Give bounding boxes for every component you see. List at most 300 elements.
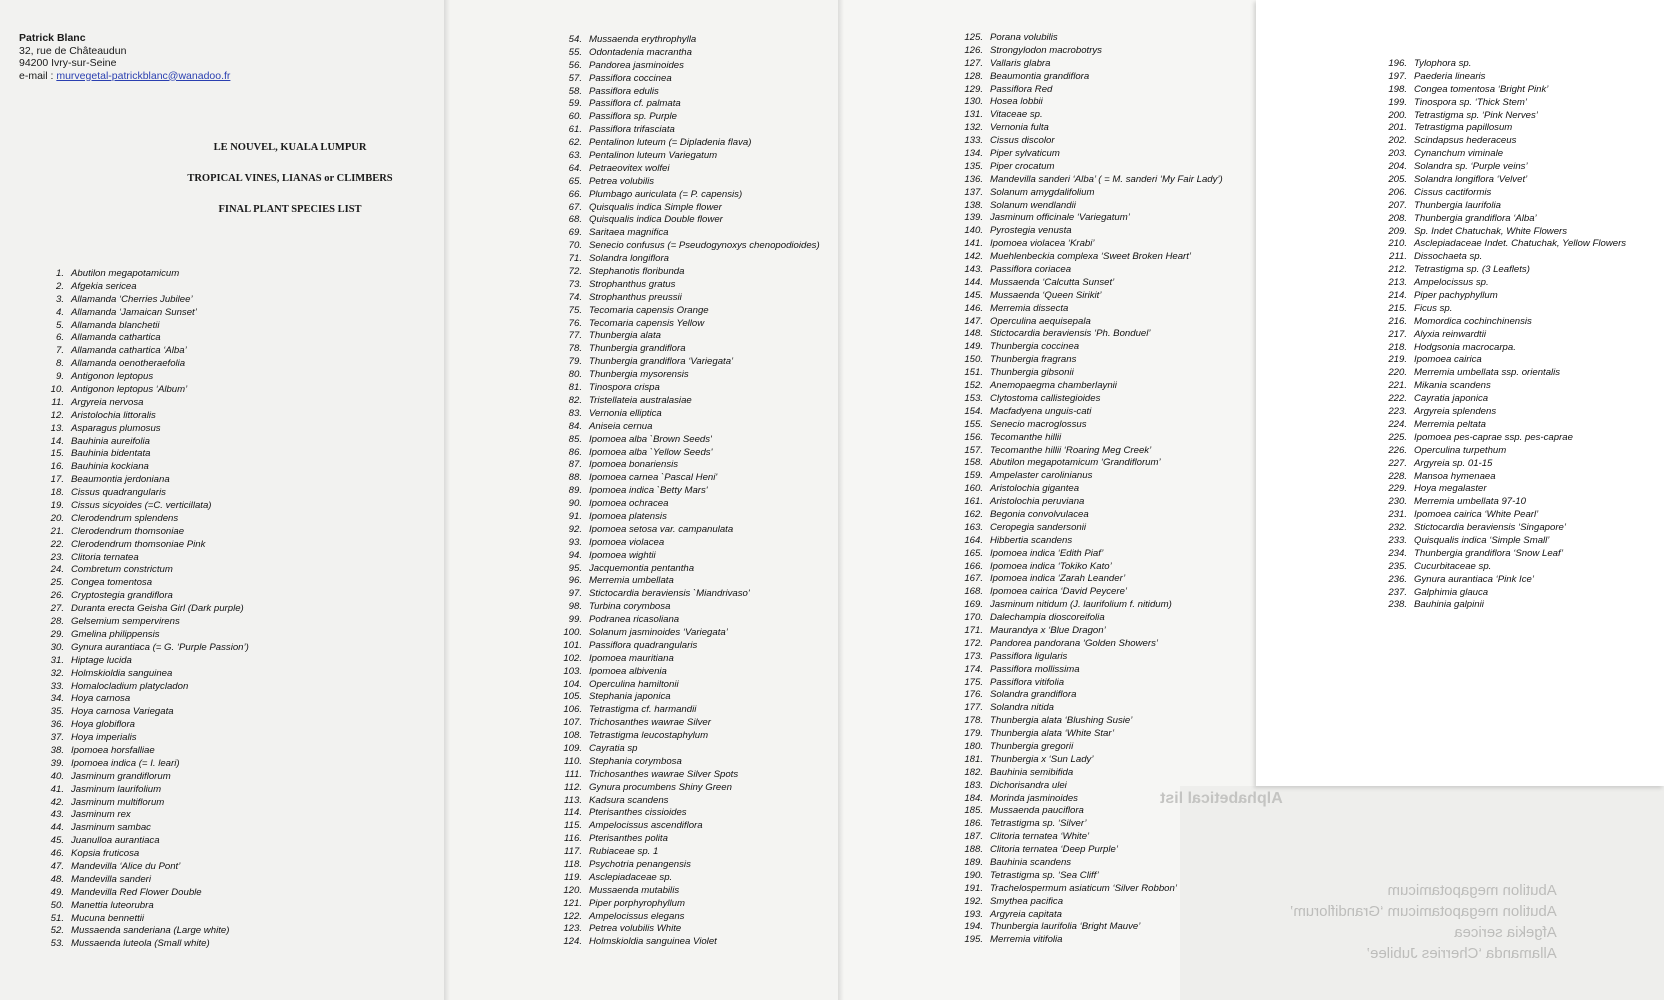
species-name: Cynanchum viminale: [1414, 148, 1504, 160]
species-name: Solandra nitida: [990, 702, 1055, 714]
item-number: 6.: [55, 332, 64, 344]
list-item: [560, 511, 820, 524]
item-number: 220.: [1388, 367, 1407, 379]
list-item: [958, 599, 1223, 612]
species-name: Holmskioldia sanguinea Violet: [589, 936, 717, 948]
list-item: [44, 874, 249, 887]
list-item: [1382, 200, 1626, 213]
species-name: Petraeovitex wolfei: [589, 162, 670, 174]
item-number: 45.: [50, 835, 64, 847]
item-number: 179.: [964, 728, 983, 740]
list-item: [958, 689, 1223, 702]
list-item: [560, 807, 820, 820]
species-name: Mansoa hymenaea: [1414, 470, 1496, 482]
list-item: [560, 343, 820, 356]
species-name: Mandevilla sanderi: [71, 873, 151, 885]
species-name: Merremia umbellata 97-10: [1414, 496, 1526, 508]
item-number: 60.: [568, 111, 582, 123]
list-item: [560, 730, 820, 743]
list-item: [1382, 135, 1626, 148]
item-number: 178.: [964, 715, 983, 727]
species-name: Ampelocissus sp.: [1414, 277, 1489, 289]
species-name: Tecomanthe hillii ‘Roaring Meg Creek’: [990, 444, 1152, 456]
list-item: [560, 202, 820, 215]
species-name: Congea tomentosa ‘Bright Pink’: [1414, 83, 1549, 95]
item-number: 207.: [1388, 199, 1407, 211]
item-number: 206.: [1388, 186, 1407, 198]
item-number: 107.: [563, 717, 582, 729]
item-number: 211.: [1389, 251, 1407, 263]
item-number: 133.: [964, 135, 983, 147]
item-number: 50.: [50, 899, 64, 911]
item-number: 25.: [50, 577, 64, 589]
list-item: [958, 122, 1223, 135]
list-item: [44, 835, 249, 848]
species-name: Passiflora trifasciata: [589, 124, 675, 136]
item-number: 238.: [1388, 599, 1407, 611]
species-name: Gmelina philippensis: [71, 628, 160, 640]
list-item: [560, 537, 820, 550]
species-name: Trichosanthes wawrae Silver Spots: [589, 768, 739, 780]
list-item: [958, 225, 1223, 238]
list-item: [560, 704, 820, 717]
list-item: [560, 885, 820, 898]
item-number: 195.: [964, 934, 983, 946]
list-item: [958, 522, 1223, 535]
species-name: Hoya globiflora: [71, 719, 135, 731]
list-item: [958, 483, 1223, 496]
list-item: [560, 691, 820, 704]
list-item: [958, 715, 1223, 728]
item-number: 172.: [964, 637, 983, 649]
species-name: Tinospora sp. ‘Thick Stem’: [1414, 96, 1527, 108]
species-name: Hosea lobbii: [990, 96, 1043, 108]
species-name: Clerodendrum thomsoniae: [71, 525, 185, 537]
species-name: Beaumontia grandiflora: [990, 70, 1090, 82]
list-item: [958, 238, 1223, 251]
species-name: Thunbergia grandiflora ‘Variegata’: [589, 356, 734, 368]
item-number: 20.: [50, 512, 64, 524]
species-name: Hoya carnosa: [71, 693, 131, 705]
species-name: Asclepiadaceae sp.: [589, 871, 673, 883]
item-number: 237.: [1388, 586, 1407, 598]
species-name: Thunbergia laurifolia: [1414, 199, 1501, 211]
list-item: [44, 642, 249, 655]
list-item: [958, 251, 1223, 264]
item-number: 170.: [964, 612, 983, 624]
item-number: 136.: [964, 173, 983, 185]
item-number: 80.: [568, 369, 582, 381]
species-name: Jasminum rex: [71, 809, 131, 821]
list-item: [958, 109, 1223, 122]
species-name: Gynura aurantiaca ‘Pink Ice’: [1414, 573, 1534, 585]
list-item: [560, 756, 820, 769]
item-number: 96.: [568, 575, 582, 587]
item-number: 194.: [964, 921, 983, 933]
species-name: Quisqualis indica Double flower: [589, 214, 723, 226]
list-item: [560, 47, 820, 60]
item-number: 82.: [568, 394, 582, 406]
species-name: Jasminum grandiflorum: [71, 770, 171, 782]
email-link[interactable]: murvegetal-patrickblanc@wanadoo.fr: [56, 69, 231, 82]
item-number: 129.: [964, 83, 983, 95]
species-name: Strophanthus gratus: [589, 278, 676, 290]
list-item: [958, 921, 1223, 934]
list-title: FINAL PLANT SPECIES LIST: [218, 204, 362, 215]
species-list-column-4: [1382, 58, 1626, 612]
list-item: [958, 187, 1223, 200]
item-number: 102.: [563, 652, 582, 664]
species-name: Jasminum laurifolium: [71, 783, 162, 795]
list-item: [560, 472, 820, 485]
list-item: [44, 500, 249, 513]
item-number: 98.: [568, 601, 582, 613]
species-name: Merremia umbellata ssp. orientalis: [1414, 367, 1561, 379]
item-number: 61.: [568, 124, 582, 136]
list-item: [1382, 316, 1626, 329]
species-name: Mussaenda erythrophylla: [589, 34, 697, 45]
species-name: Thunbergia laurifolia ‘Bright Mauve’: [990, 921, 1141, 933]
list-item: [44, 655, 249, 668]
item-number: 47.: [50, 860, 64, 872]
item-number: 233.: [1388, 534, 1407, 546]
list-item: [560, 434, 820, 447]
list-item: [1382, 483, 1626, 496]
item-number: 36.: [50, 719, 64, 731]
species-name: Merremia peltata: [1414, 418, 1486, 430]
list-item: [560, 60, 820, 73]
species-name: Asparagus plumosus: [71, 422, 161, 434]
species-name: Thunbergia grandiflora ‘Alba’: [1414, 212, 1537, 224]
species-name: Mandevilla Red Flower Double: [71, 886, 202, 898]
species-name: Anemopaegma chamberlaynii: [990, 380, 1117, 392]
list-item: [1382, 277, 1626, 290]
item-number: 157.: [964, 444, 983, 456]
species-name: Mikania scandens: [1414, 380, 1491, 392]
species-name: Hiptage lucida: [71, 654, 132, 666]
species-name: Ipomoea bonariensis: [589, 459, 679, 471]
item-number: 52.: [50, 925, 64, 937]
item-number: 66.: [568, 188, 582, 200]
list-item: [560, 266, 820, 279]
item-number: 138.: [964, 199, 983, 211]
item-number: 221.: [1388, 380, 1407, 392]
item-number: 10.: [50, 384, 64, 396]
list-item: [560, 137, 820, 150]
list-item: [958, 161, 1223, 174]
species-name: Senecio macroglossus: [990, 418, 1087, 430]
list-item: [44, 448, 249, 461]
item-number: 95.: [568, 562, 582, 574]
item-number: 125.: [964, 32, 983, 43]
species-name: Passiflora mollissima: [990, 663, 1080, 675]
list-item: [560, 124, 820, 137]
item-number: 202.: [1388, 135, 1407, 147]
list-item: [560, 485, 820, 498]
species-name: Vernonia fulta: [990, 122, 1049, 134]
sender-header: [19, 32, 230, 82]
species-name: Aniseia cernua: [589, 420, 653, 432]
species-name: Ipomoea ochracea: [589, 498, 669, 510]
species-name: Operculina turpethum: [1414, 444, 1507, 456]
species-name: Juanulloa aurantiaca: [71, 835, 160, 847]
species-name: Pterisanthes cissioides: [589, 807, 687, 819]
item-number: 212.: [1388, 264, 1407, 276]
species-name: Pandorea jasminoides: [589, 59, 684, 71]
species-name: Clytostoma callistegioides: [990, 392, 1101, 404]
showthrough-line: Abutilon megapotamicum: [1387, 882, 1557, 899]
item-number: 97.: [568, 588, 582, 600]
item-number: 49.: [50, 886, 64, 898]
item-number: 31.: [50, 654, 64, 666]
showthrough-line: Abutilon megapotamicum ‘Grandiflorum’: [1290, 903, 1557, 920]
item-number: 17.: [50, 474, 64, 486]
list-item: [1382, 122, 1626, 135]
item-number: 148.: [964, 328, 983, 340]
list-item: [560, 717, 820, 730]
item-number: 63.: [568, 150, 582, 162]
list-item: [958, 393, 1223, 406]
species-name: Clerodendrum thomsoniae Pink: [71, 538, 206, 550]
species-name: Mussaenda mutabilis: [589, 884, 680, 896]
species-name: Bauhinia scandens: [990, 857, 1072, 868]
item-number: 26.: [50, 590, 64, 602]
list-item: [560, 214, 820, 227]
species-name: Thunbergia coccinea: [990, 341, 1080, 353]
item-number: 203.: [1388, 148, 1407, 160]
list-item: [958, 509, 1223, 522]
list-item: [958, 844, 1223, 857]
species-list-column-2: [560, 34, 820, 949]
item-number: 234.: [1388, 547, 1407, 559]
sender-email-line: [19, 70, 230, 83]
list-item: [958, 573, 1223, 586]
item-number: 201.: [1388, 122, 1407, 134]
item-number: 16.: [50, 461, 64, 473]
item-number: 106.: [563, 704, 582, 716]
list-item: [560, 923, 820, 936]
list-item: [560, 679, 820, 692]
list-item: [560, 653, 820, 666]
species-name: Rubiaceae sp. 1: [589, 846, 659, 858]
species-name: Afgekia sericea: [71, 280, 137, 292]
item-number: 140.: [964, 225, 983, 237]
item-number: 124.: [563, 936, 582, 948]
list-item: [1382, 406, 1626, 419]
list-item: [560, 833, 820, 846]
species-name: Combretum constrictum: [71, 564, 173, 576]
item-number: 230.: [1388, 496, 1407, 508]
species-name: Allamanda ‘Cherries Jubilee’: [71, 293, 193, 305]
species-name: Thunbergia alata ‘White Star’: [990, 728, 1115, 740]
item-number: 181.: [964, 753, 983, 765]
species-list-column-3: [958, 32, 1223, 947]
list-item: [44, 577, 249, 590]
item-number: 43.: [50, 809, 64, 821]
species-name: Passiflora cf. palmata: [589, 98, 681, 110]
species-name: Ipomoea indica (= I. leari): [71, 757, 180, 769]
species-name: Ficus sp.: [1414, 302, 1453, 314]
species-name: Cissus quadrangularis: [71, 487, 166, 499]
item-number: 85.: [568, 433, 582, 445]
item-number: 151.: [964, 367, 983, 379]
list-item: [958, 419, 1223, 432]
species-name: Passiflora vitifolia: [990, 676, 1065, 688]
species-name: Operculina aequisepala: [990, 315, 1091, 327]
item-number: 165.: [964, 547, 983, 559]
list-item: [560, 601, 820, 614]
species-name: Ampelocissus elegans: [589, 910, 685, 922]
list-item: [560, 86, 820, 99]
species-name: Aristolochia peruviana: [990, 496, 1085, 508]
species-name: Macfadyena unguis-cati: [990, 405, 1092, 417]
list-item: [560, 111, 820, 124]
species-name: Thunbergia alata: [589, 330, 662, 342]
list-item: [44, 487, 249, 500]
item-number: 11.: [51, 396, 64, 408]
item-number: 164.: [964, 534, 983, 546]
item-number: 150.: [964, 354, 983, 366]
list-item: [1382, 251, 1626, 264]
species-name: Vallaris glabra: [990, 57, 1051, 69]
list-item: [1382, 574, 1626, 587]
list-item: [560, 459, 820, 472]
species-name: Holmskioldia sanguinea: [71, 667, 173, 679]
species-name: Dalechampia dioscoreifolia: [990, 612, 1105, 624]
list-item: [958, 470, 1223, 483]
list-item: [44, 358, 249, 371]
list-item: [958, 754, 1223, 767]
item-number: 75.: [568, 304, 582, 316]
item-number: 180.: [964, 740, 983, 752]
item-number: 86.: [568, 446, 582, 458]
species-name: Ipomoea carnea `Pascal Heni': [589, 472, 718, 484]
species-name: Congea tomentosa: [71, 577, 153, 589]
item-number: 71.: [568, 253, 582, 265]
list-item: [44, 797, 249, 810]
item-number: 145.: [964, 289, 983, 301]
species-name: Solanum jasminoides ‘Variegata’: [589, 626, 728, 638]
list-item: [560, 550, 820, 563]
list-item: [560, 163, 820, 176]
item-number: 29.: [50, 628, 64, 640]
list-item: [44, 345, 249, 358]
item-number: 123.: [563, 923, 582, 935]
list-item: [958, 741, 1223, 754]
species-name: Odontadenia macrantha: [589, 46, 692, 58]
list-item: [44, 552, 249, 565]
sender-name: Patrick Blanc: [19, 32, 86, 44]
species-name: Ipomoea indica ‘Tokiko Kato’: [990, 560, 1112, 572]
list-item: [560, 356, 820, 369]
species-name: Passiflora edulis: [589, 85, 659, 97]
list-item: [560, 305, 820, 318]
species-name: Gynura procumbens Shiny Green: [589, 781, 732, 793]
item-number: 153.: [964, 392, 983, 404]
list-item: [44, 474, 249, 487]
item-number: 226.: [1388, 444, 1407, 456]
list-item: [560, 34, 820, 47]
species-name: Abutilon megapotamicum ‘Grandiflorum’: [990, 457, 1161, 469]
item-number: 213.: [1388, 277, 1407, 289]
species-name: Podranea ricasoliana: [589, 614, 680, 626]
species-name: Piper pachyphyllum: [1414, 290, 1498, 302]
item-number: 101.: [563, 639, 582, 651]
item-number: 192.: [964, 895, 983, 907]
list-item: [1382, 419, 1626, 432]
list-item: [958, 71, 1223, 84]
species-name: Kadsura scandens: [589, 794, 669, 806]
species-name: Bauhinia aureifolia: [71, 435, 150, 447]
species-name: Duranta erecta Geisha Girl (Dark purple): [71, 603, 244, 615]
list-item: [44, 887, 249, 900]
item-number: 9.: [55, 371, 64, 383]
item-number: 38.: [50, 744, 64, 756]
item-number: 158.: [964, 457, 983, 469]
species-name: Stephanotis floribunda: [589, 266, 685, 278]
item-number: 149.: [964, 341, 983, 353]
species-name: Pandorea pandorana ‘Golden Showers’: [990, 637, 1159, 649]
item-number: 224.: [1388, 418, 1407, 430]
item-number: 74.: [568, 291, 582, 303]
item-number: 14.: [50, 435, 64, 447]
item-number: 99.: [568, 614, 582, 626]
item-number: 122.: [563, 910, 582, 922]
species-name: Thunbergia gregorii: [990, 740, 1074, 752]
list-item: [560, 575, 820, 588]
item-number: 191.: [964, 882, 983, 894]
list-item: [560, 640, 820, 653]
list-item: [44, 925, 249, 938]
species-name: Bauhinia bidentata: [71, 448, 151, 460]
species-name: Thunbergia grandiflora: [589, 343, 686, 355]
item-number: 42.: [50, 796, 64, 808]
species-name: Galphimia glauca: [1414, 586, 1489, 598]
showthrough-text: [1290, 880, 1557, 964]
item-number: 19.: [50, 500, 64, 512]
list-item: [958, 367, 1223, 380]
species-name: Gynura aurantiaca (= G. ‘Purple Passion’): [71, 641, 249, 653]
list-item: [560, 395, 820, 408]
list-item: [44, 294, 249, 307]
list-item: [958, 728, 1223, 741]
list-item: [1382, 148, 1626, 161]
species-name: Strongylodon macrobotrys: [990, 44, 1102, 56]
item-number: 176.: [964, 689, 983, 701]
item-number: 48.: [50, 873, 64, 885]
list-item: [958, 303, 1223, 316]
species-name: Tetrastigma sp. ‘Sea Cliff’: [990, 869, 1099, 881]
item-number: 92.: [568, 523, 582, 535]
item-number: 156.: [964, 431, 983, 443]
item-number: 94.: [568, 549, 582, 561]
list-item: [560, 743, 820, 756]
list-item: [958, 625, 1223, 638]
list-item: [44, 913, 249, 926]
species-name: Stephania japonica: [589, 691, 671, 703]
list-item: [1382, 432, 1626, 445]
item-number: 32.: [50, 667, 64, 679]
species-name: Allamanda cathartica ‘Alba’: [71, 345, 187, 357]
item-number: 205.: [1388, 174, 1407, 186]
species-name: Hibbertia scandens: [990, 534, 1073, 546]
list-item: [560, 795, 820, 808]
list-item: [560, 666, 820, 679]
showthrough-line: Afgekia sericea: [1454, 924, 1557, 941]
item-number: 135.: [964, 160, 983, 172]
list-item: [44, 938, 249, 951]
species-name: Jasminum officinale ‘Variegatum’: [990, 212, 1130, 224]
